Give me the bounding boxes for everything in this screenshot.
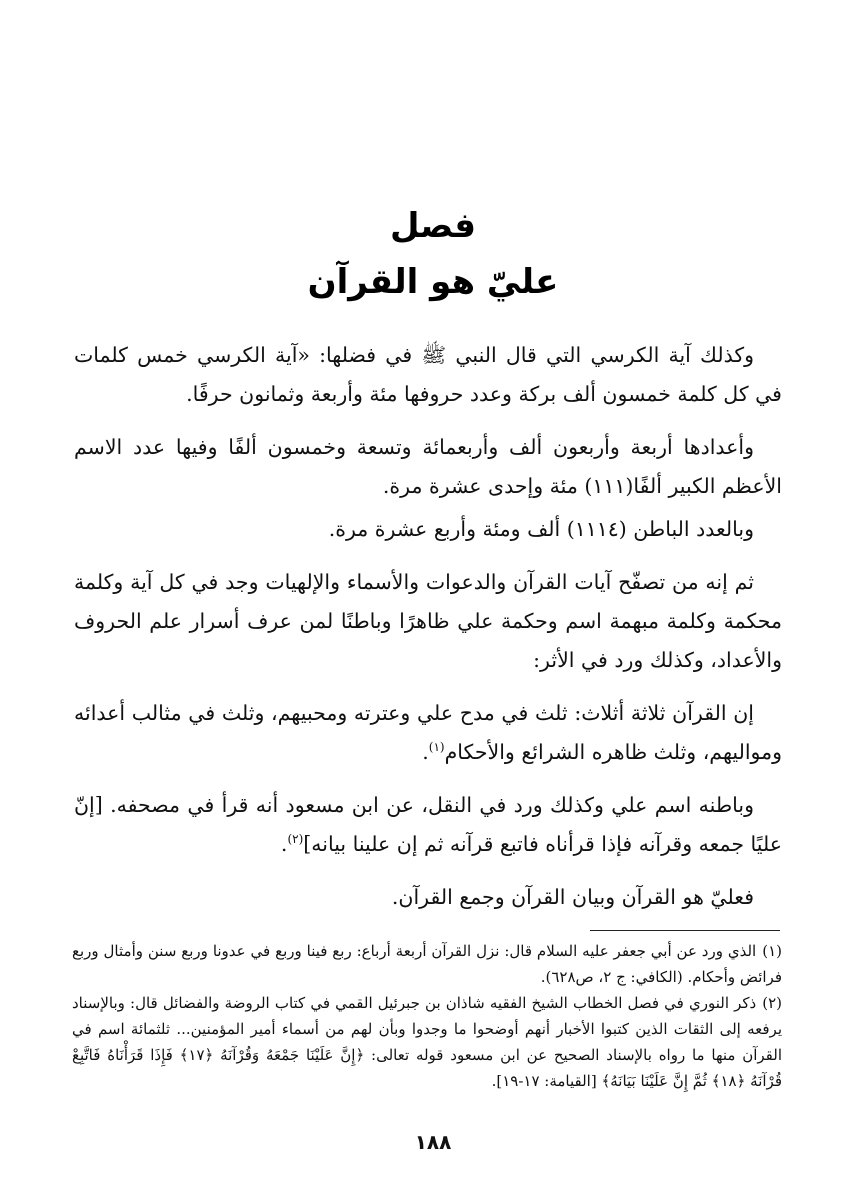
paragraph-3: وبالعدد الباطن (١١١٤) ألف ومئة وأربع عشرة مرة. bbox=[328, 517, 754, 541]
paragraph-4: ثم إنه من تصفّح آيات القرآن والدعوات والأسماء والإلهيات وجد في كل آية وكلمة محكمة وكلمة مبهمة اسم وحكمة علي ظاهرًا وباطنًا لمن عرف أسرار علم الحروف والأعداد، وكذلك ورد في الأثر: bbox=[74, 570, 782, 672]
footnote-2 bbox=[72, 990, 782, 1094]
section-label: فصل bbox=[389, 206, 477, 246]
paragraph-1: وكذلك آية الكرسي التي قال النبي ﷺ في فضلها: «آية الكرسي خمس كلمات في كل كلمة خمسون ألف بركة وعدد حروفها مئة وأربعة وثمانون حرفًا. bbox=[74, 343, 782, 406]
section-title: عليّ هو القرآن bbox=[307, 262, 559, 302]
footnote-divider bbox=[590, 930, 780, 931]
footnote-number: (٢) bbox=[762, 994, 782, 1012]
paragraph-7: فعليّ هو القرآن وبيان القرآن وجمع القرآن. bbox=[391, 885, 754, 909]
footnote-text: الذي ورد عن أبي جعفر عليه السلام قال: نزل القرآن أربعة أرباع: ربع فينا وربع في عدونا وربع سنن وأمثال وربع فرائض وأحكام. (الكافي: ج ٢، ص٦٢٨). bbox=[72, 942, 782, 986]
paragraph-5: إن القرآن ثلاثة أثلاث: ثلث في مدح علي وعترته ومحبيهم، وثلث في مثالب أعدائه ومواليهم، وثلث ظاهره الشرائع والأحكام$^{(١)}$. bbox=[74, 701, 782, 764]
footnote-text: ذكر النوري في فصل الخطاب الشيخ الفقيه شاذان بن جبرئيل القمي في كتاب الروضة والفضائل قال: وبالإسناد يرفعه إلى الثقات الذين كتبوا الأخبار أنهم أوضحوا ما وجدوا وبأن لهم من أسماء أمير المؤمنين... ثلثمائة اسم في القرآن منها ما رواه بالإسناد الصحيح عن ابن مسعود قوله تعالى: ﴿إِنَّ عَلَيْنَا جَمْعَهُ وَقُرْآنَهُ ﴿١٧﴾ فَإِذَا قَرَأْنَاهُ فَاتَّبِعْ قُرْآنَهُ ﴿١٨﴾ ثُمَّ إِنَّ عَلَيْنَا بَيَانَهُ﴾ [القيامة: ١٧-١٩]. bbox=[72, 994, 783, 1090]
footnote-1 bbox=[72, 938, 782, 990]
paragraph-5-text: إن القرآن ثلاثة أثلاث: ثلث في مدح علي وعترته ومحبيهم، وثلث في مثالب أعدائه ومواليهم، وثلث ظاهره الشرائع والأحكام bbox=[74, 701, 782, 764]
page-number: ١٨٨ bbox=[414, 1130, 452, 1154]
footnote-number: (١) bbox=[762, 942, 782, 960]
footnote-ref-1[interactable]: (١) bbox=[428, 740, 445, 755]
footnote-ref-2[interactable]: (٢) bbox=[287, 832, 304, 847]
main-text bbox=[74, 336, 782, 917]
paragraph-6: وباطنه اسم علي وكذلك ورد في النقل، عن ابن مسعود أنه قرأ في مصحفه. [إنّ عليًا جمعه وقرآنه فإذا قرأناه فاتبع قرآنه ثم إن علينا بيانه]$^{(٢)}$. bbox=[74, 793, 782, 856]
paragraph-6-text: وباطنه اسم علي وكذلك ورد في النقل، عن ابن مسعود أنه قرأ في مصحفه. [إنّ عليًا جمعه وقرآنه فإذا قرأناه فاتبع قرآنه ثم إن علينا بيانه] bbox=[74, 793, 782, 856]
footnotes bbox=[72, 938, 782, 1094]
paragraph-2: وأعدادها أربعة وأربعون ألف وأربعمائة وتسعة وخمسون ألفًا وفيها عدد الاسم الأعظم الكبير ألفًا(١١١) مئة وإحدى عشرة مرة. bbox=[74, 435, 782, 498]
